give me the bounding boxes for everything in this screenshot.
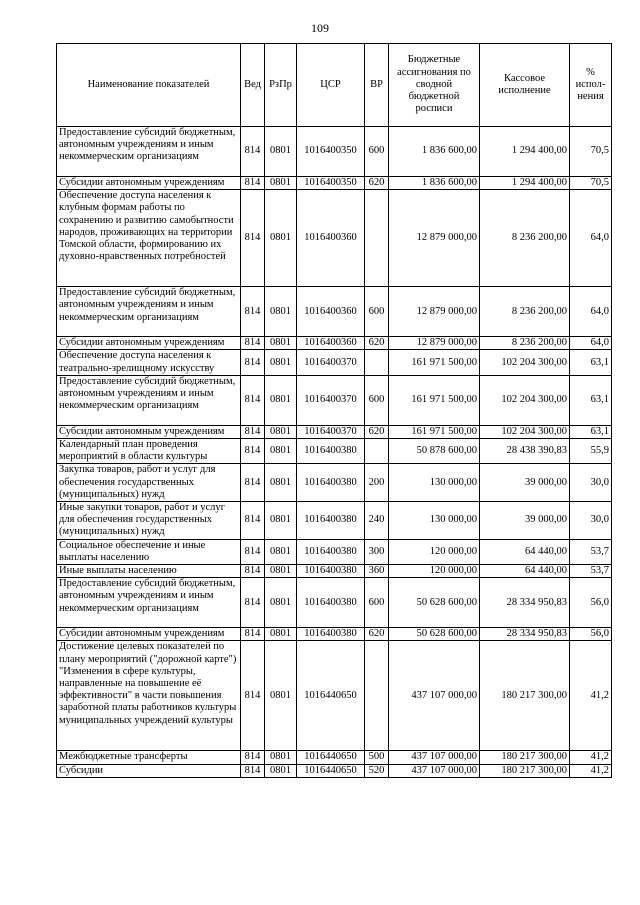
row-name: Межбюджетные трансферты (57, 751, 241, 764)
row-rzpr: 0801 (265, 751, 297, 764)
row-name: Иные закупки товаров, работ и услуг для обеспечения государственных (муниципальных) нужд (57, 502, 241, 540)
row-csr: 1016400360 (297, 337, 365, 350)
row-percent: 56,0 (570, 578, 612, 628)
table-row (57, 764, 612, 777)
row-ved: 814 (241, 641, 265, 751)
budget-execution-table (56, 43, 612, 778)
row-rzpr: 0801 (265, 578, 297, 628)
row-percent: 53,7 (570, 539, 612, 564)
row-rzpr: 0801 (265, 425, 297, 438)
header-rzpr: РзПр (265, 44, 297, 127)
row-assignment-amount: 120 000,00 (389, 539, 480, 564)
row-assignment-amount: 12 879 000,00 (389, 190, 480, 287)
row-csr: 1016440650 (297, 641, 365, 751)
row-ved: 814 (241, 287, 265, 337)
row-rzpr: 0801 (265, 190, 297, 287)
row-csr: 1016400360 (297, 287, 365, 337)
row-name: Закупка товаров, работ и услуг для обеспечения государственных (муниципальных) нужд (57, 464, 241, 502)
row-percent: 30,0 (570, 464, 612, 502)
row-percent: 41,2 (570, 751, 612, 764)
row-ved: 814 (241, 190, 265, 287)
row-csr: 1016400380 (297, 502, 365, 540)
table-row (57, 641, 612, 751)
row-vr: 520 (365, 764, 389, 777)
row-assignment-amount: 1 836 600,00 (389, 177, 480, 190)
row-assignment-amount: 50 628 600,00 (389, 628, 480, 641)
row-csr: 1016400350 (297, 177, 365, 190)
row-assignment-amount: 130 000,00 (389, 464, 480, 502)
row-assignment-amount: 12 879 000,00 (389, 287, 480, 337)
row-percent: 41,2 (570, 641, 612, 751)
row-cash-amount: 39 000,00 (480, 464, 570, 502)
row-ved: 814 (241, 628, 265, 641)
row-cash-amount: 39 000,00 (480, 502, 570, 540)
row-vr (365, 350, 389, 375)
row-vr: 600 (365, 127, 389, 177)
table-row (57, 628, 612, 641)
row-csr: 1016400380 (297, 539, 365, 564)
row-ved: 814 (241, 502, 265, 540)
page-number: 109 (311, 21, 329, 35)
row-assignment-amount: 161 971 500,00 (389, 425, 480, 438)
row-cash-amount: 180 217 300,00 (480, 764, 570, 777)
row-assignment-amount: 12 879 000,00 (389, 337, 480, 350)
row-vr: 300 (365, 539, 389, 564)
row-csr: 1016400380 (297, 565, 365, 578)
row-percent: 63,1 (570, 425, 612, 438)
row-vr (365, 190, 389, 287)
row-assignment-amount: 120 000,00 (389, 565, 480, 578)
table-row (57, 375, 612, 425)
table-row (57, 337, 612, 350)
row-vr (365, 641, 389, 751)
row-rzpr: 0801 (265, 287, 297, 337)
row-name: Предоставление субсидий бюджетным, автономным учреждениям и иным некоммерческим организациям (57, 127, 241, 177)
table-row (57, 425, 612, 438)
row-vr: 200 (365, 464, 389, 502)
row-ved: 814 (241, 177, 265, 190)
row-name: Субсидии автономным учреждениям (57, 177, 241, 190)
row-csr: 1016400350 (297, 127, 365, 177)
header-csr: ЦСР (297, 44, 365, 127)
header-ved: Вед (241, 44, 265, 127)
table-row (57, 190, 612, 287)
row-rzpr: 0801 (265, 628, 297, 641)
row-csr: 1016440650 (297, 751, 365, 764)
row-name: Обеспечение доступа населения к театрально-зрелищному искусству (57, 350, 241, 375)
row-rzpr: 0801 (265, 127, 297, 177)
row-rzpr: 0801 (265, 764, 297, 777)
row-cash-amount: 8 236 200,00 (480, 287, 570, 337)
row-vr: 620 (365, 337, 389, 350)
row-percent: 30,0 (570, 502, 612, 540)
row-percent: 41,2 (570, 764, 612, 777)
row-assignment-amount: 1 836 600,00 (389, 127, 480, 177)
row-assignment-amount: 161 971 500,00 (389, 375, 480, 425)
row-rzpr: 0801 (265, 565, 297, 578)
row-percent: 63,1 (570, 375, 612, 425)
table-row (57, 502, 612, 540)
row-vr: 600 (365, 578, 389, 628)
row-rzpr: 0801 (265, 350, 297, 375)
row-name: Предоставление субсидий бюджетным, автономным учреждениям и иным некоммерческим организациям (57, 578, 241, 628)
row-assignment-amount: 437 107 000,00 (389, 641, 480, 751)
row-cash-amount: 28 334 950,83 (480, 628, 570, 641)
row-assignment-amount: 50 628 600,00 (389, 578, 480, 628)
row-percent: 55,9 (570, 439, 612, 464)
table-row (57, 565, 612, 578)
row-rzpr: 0801 (265, 464, 297, 502)
row-vr: 500 (365, 751, 389, 764)
row-vr (365, 439, 389, 464)
row-cash-amount: 8 236 200,00 (480, 337, 570, 350)
row-ved: 814 (241, 539, 265, 564)
row-percent: 70,5 (570, 177, 612, 190)
row-rzpr: 0801 (265, 539, 297, 564)
row-cash-amount: 180 217 300,00 (480, 751, 570, 764)
row-name: Обеспечение доступа населения к клубным формам работы по сохранению и развитию самобытности народов, проживающих на территории Томской области, формированию их духовно-нравственных потребностей (57, 190, 241, 287)
row-rzpr: 0801 (265, 641, 297, 751)
row-name: Предоставление субсидий бюджетным, автономным учреждениям и иным некоммерческим организациям (57, 287, 241, 337)
row-cash-amount: 64 440,00 (480, 565, 570, 578)
row-percent: 63,1 (570, 350, 612, 375)
row-ved: 814 (241, 337, 265, 350)
table-row (57, 539, 612, 564)
row-name: Субсидии автономным учреждениям (57, 337, 241, 350)
row-percent: 56,0 (570, 628, 612, 641)
row-cash-amount: 1 294 400,00 (480, 177, 570, 190)
row-ved: 814 (241, 764, 265, 777)
row-csr: 1016400380 (297, 578, 365, 628)
row-name: Достижение целевых показателей по плану мероприятий ("дорожной карте") "Изменения в сфере культуры, направленные на повышение её эффективности" в части повышения заработной платы работников культуры муниципальных учреждений культуры (57, 641, 241, 751)
table-row (57, 578, 612, 628)
header-percent: % испол-нения (570, 44, 612, 127)
row-rzpr: 0801 (265, 177, 297, 190)
row-cash-amount: 64 440,00 (480, 539, 570, 564)
row-ved: 814 (241, 578, 265, 628)
row-rzpr: 0801 (265, 439, 297, 464)
row-cash-amount: 102 204 300,00 (480, 425, 570, 438)
row-ved: 814 (241, 127, 265, 177)
row-percent: 70,5 (570, 127, 612, 177)
row-assignment-amount: 50 878 600,00 (389, 439, 480, 464)
table-row (57, 287, 612, 337)
row-cash-amount: 28 438 390,83 (480, 439, 570, 464)
row-rzpr: 0801 (265, 337, 297, 350)
row-percent: 64,0 (570, 190, 612, 287)
row-name: Субсидии автономным учреждениям (57, 628, 241, 641)
row-vr: 240 (365, 502, 389, 540)
row-assignment-amount: 130 000,00 (389, 502, 480, 540)
row-cash-amount: 28 334 950,83 (480, 578, 570, 628)
row-vr: 600 (365, 375, 389, 425)
row-csr: 1016400370 (297, 375, 365, 425)
table-row (57, 751, 612, 764)
row-ved: 814 (241, 425, 265, 438)
row-vr: 620 (365, 177, 389, 190)
row-csr: 1016400370 (297, 350, 365, 375)
row-ved: 814 (241, 375, 265, 425)
row-percent: 64,0 (570, 337, 612, 350)
row-name: Субсидии автономным учреждениям (57, 425, 241, 438)
row-rzpr: 0801 (265, 502, 297, 540)
row-ved: 814 (241, 751, 265, 764)
table-row (57, 177, 612, 190)
row-cash-amount: 102 204 300,00 (480, 375, 570, 425)
row-ved: 814 (241, 439, 265, 464)
row-cash-amount: 102 204 300,00 (480, 350, 570, 375)
row-rzpr: 0801 (265, 375, 297, 425)
row-assignment-amount: 437 107 000,00 (389, 764, 480, 777)
row-csr: 1016400370 (297, 425, 365, 438)
header-assignments: Бюджетные ассигнования по сводной бюджетной росписи (389, 44, 480, 127)
table-header-row (57, 44, 612, 127)
row-cash-amount: 8 236 200,00 (480, 190, 570, 287)
row-assignment-amount: 437 107 000,00 (389, 751, 480, 764)
row-name: Предоставление субсидий бюджетным, автономным учреждениям и иным некоммерческим организациям (57, 375, 241, 425)
row-cash-amount: 1 294 400,00 (480, 127, 570, 177)
row-csr: 1016400380 (297, 439, 365, 464)
row-name: Календарный план проведения мероприятий в области культуры (57, 439, 241, 464)
header-name: Наименование показателей (57, 44, 241, 127)
table-row (57, 127, 612, 177)
table-row (57, 439, 612, 464)
row-csr: 1016440650 (297, 764, 365, 777)
row-name: Субсидии (57, 764, 241, 777)
row-vr: 620 (365, 425, 389, 438)
header-vr: ВР (365, 44, 389, 127)
row-csr: 1016400380 (297, 464, 365, 502)
row-assignment-amount: 161 971 500,00 (389, 350, 480, 375)
header-cash-execution: Кассовое исполнение (480, 44, 570, 127)
table-body (57, 127, 612, 778)
row-percent: 64,0 (570, 287, 612, 337)
row-name: Иные выплаты населению (57, 565, 241, 578)
row-ved: 814 (241, 565, 265, 578)
row-csr: 1016400360 (297, 190, 365, 287)
row-ved: 814 (241, 464, 265, 502)
table-row (57, 350, 612, 375)
row-vr: 600 (365, 287, 389, 337)
row-percent: 53,7 (570, 565, 612, 578)
row-vr: 360 (365, 565, 389, 578)
row-csr: 1016400380 (297, 628, 365, 641)
table-row (57, 464, 612, 502)
row-name: Социальное обеспечение и иные выплаты населению (57, 539, 241, 564)
row-ved: 814 (241, 350, 265, 375)
row-vr: 620 (365, 628, 389, 641)
row-cash-amount: 180 217 300,00 (480, 641, 570, 751)
